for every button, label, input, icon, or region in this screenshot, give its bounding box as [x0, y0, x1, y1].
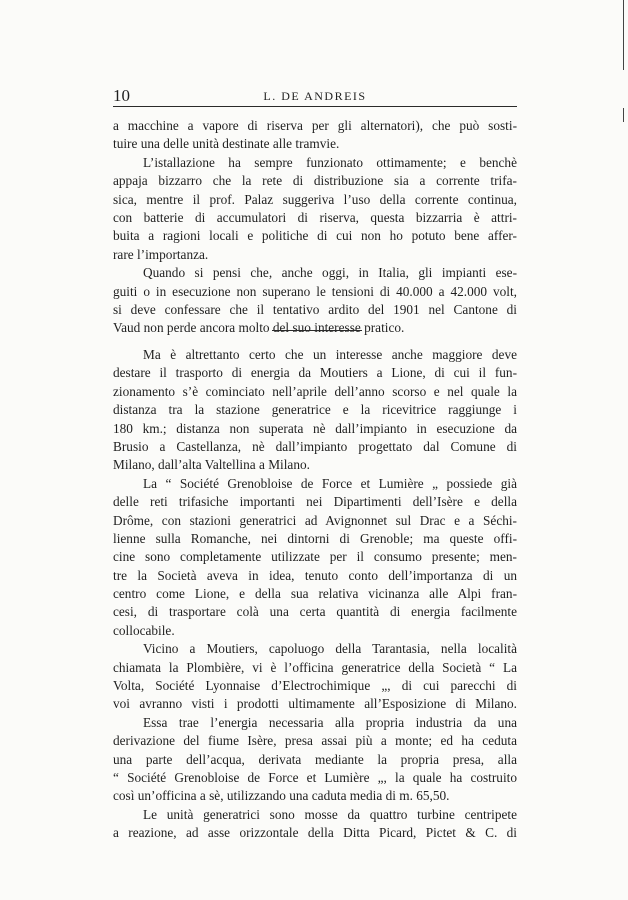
text-line: delle reti trifasiche importanti nei Dipartimenti dell’Isère e della — [113, 494, 517, 510]
text-line: Brusio a Castellanza, nè dall’impianto progettato dal Comune di — [113, 438, 517, 454]
text-line: appaja bizzarro che la rete di distribuzione sia a corrente trifa- — [113, 173, 517, 189]
text-line: si deve confessare che il tentativo ardito del 1901 nel Cantone di — [113, 301, 517, 317]
text-line: Volta, Société Lyonnaise d’Electrochimique „, di cui parecchi di — [113, 678, 517, 694]
text-line: collocabile. — [113, 622, 175, 638]
text-line: distanza tra la stazione generatrice e la ricevitrice raggiunge i — [113, 402, 517, 418]
text-line: Vicino a Moutiers, capoluogo della Tarantasia, nella località — [143, 641, 517, 657]
text-line: tuire una delle unità destinate alle tramvie. — [113, 136, 340, 152]
page-edge-mark — [623, 0, 624, 70]
text-line: Vaud non perde ancora molto del suo interesse pratico. — [113, 320, 405, 336]
text-line: a reazione, ad asse orizzontale della Ditta Picard, Pictet & C. di — [113, 825, 517, 841]
page-number: 10 — [113, 86, 130, 105]
text-line: tre la Società aveva in idea, tenuto conto dell’importanza di un — [113, 567, 517, 583]
text-line: una parte dell’acqua, derivata mediante la propria presa, alla — [113, 751, 517, 767]
text-line: destare il trasporto di energia da Moutiers a Lione, di cui il fun- — [113, 365, 517, 381]
text-line: lienne sulla Romanche, nei dintorni di Grenoble; ma queste offi- — [113, 530, 517, 546]
text-line: Le unità generatrici sono mosse da quattro turbine centripete — [143, 806, 517, 822]
page-header — [113, 86, 517, 107]
text-line: cine sono completamente utilizzate per il consumo presente; men- — [113, 549, 517, 565]
text-line: a macchine a vapore di riserva per gli alternatori), che può sosti- — [113, 118, 517, 133]
text-line: Ma è altrettanto certo che un interesse anche maggiore deve — [143, 347, 517, 362]
text-line: chiamata la Plombière, vi è l’officina generatrice della Società “ La — [113, 659, 517, 675]
page-edge-mark — [623, 108, 624, 122]
text-line: sica, mentre il prof. Palaz suggeriva l’uso della corrente continua, — [113, 191, 517, 207]
text-line: con batterie di accumulatori di riserva, questa bizzarria è attri- — [113, 209, 517, 225]
text-line: L’istallazione ha sempre funzionato ottimamente; e benchè — [143, 154, 517, 170]
section-divider — [272, 330, 362, 331]
text-line: centro come Lione, e della sua relativa vicinanza alle Alpi fran- — [113, 586, 517, 602]
text-line: Quando si pensi che, anche oggi, in Italia, gli impianti ese- — [143, 265, 517, 281]
text-line: Drôme, con stazioni generatrici ad Avignonnet sul Drac e a Séchi- — [113, 512, 517, 528]
text-block-second — [113, 346, 517, 843]
text-line: guiti o in esecuzione non superano le tensioni di 40.000 a 42.000 volt, — [113, 283, 517, 299]
text-line: cesi, di trasportare colà una certa quantità di energia facilmente — [113, 604, 517, 620]
text-line: 180 km.; distanza non superata nè dall’impianto in esecuzione da — [113, 420, 517, 436]
text-line: buita a ragioni locali e politiche di cui non ho potuto bene affer- — [113, 228, 517, 244]
text-line: derivazione del fiume Isère, presa assai più a monte; ed ha ceduta — [113, 733, 517, 749]
text-block-first — [113, 117, 517, 338]
text-line: La “ Société Grenobloise de Force et Lumière „ possiede già — [143, 475, 517, 491]
text-line: Milano, dall’alta Valtellina a Milano. — [113, 457, 310, 473]
running-head: L. DE ANDREIS — [263, 89, 367, 103]
text-line: rare l’importanza. — [113, 246, 209, 262]
text-line: Essa trae l’energia necessaria alla propria industria da una — [143, 714, 517, 730]
text-line: così un’officina a sè, utilizzando una caduta media di m. 65,50. — [113, 788, 450, 804]
text-line: voi avranno visti i prodotti ultimamente all’Esposizione di Milano. — [113, 696, 517, 712]
text-line: “ Société Grenobloise de Force et Lumière „, la quale ha costruito — [113, 769, 517, 785]
text-line: zionamento s’è cominciato nell’aprile dell’anno scorso e nel quale la — [113, 383, 517, 399]
